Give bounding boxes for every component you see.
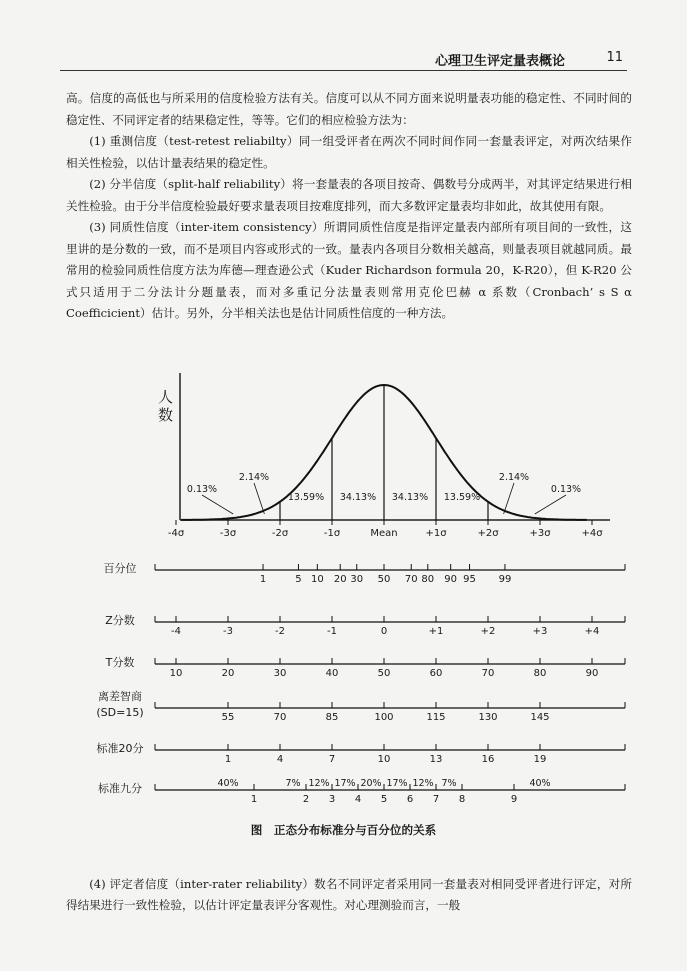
scale-row: [104, 561, 626, 585]
scale-tick-label: 2: [302, 794, 310, 805]
scale-tick-label: 60: [429, 668, 443, 679]
area-pointer: [535, 495, 566, 514]
scales-layer: [96, 561, 625, 805]
sigma-label: Mean: [370, 528, 398, 539]
scale-tick-label: 90: [444, 574, 458, 585]
stanine-percent-label: 12%: [308, 778, 330, 789]
scale-row: [98, 778, 625, 805]
sigma-label: +3σ: [529, 528, 551, 539]
scale-tick-label: 20: [333, 574, 347, 585]
scale-tick-label: 30: [273, 668, 287, 679]
scale-row: [105, 613, 625, 637]
scale-tick-label: 80: [533, 668, 547, 679]
figure-caption: 图 正态分布标准分与百分位的关系: [250, 823, 437, 837]
scale-tick-label: +4: [584, 626, 600, 637]
scale-tick-label: 145: [530, 712, 550, 723]
normal-distribution-figure: [0, 370, 687, 840]
scale-tick-label: 10: [377, 754, 391, 765]
scale-tick-label: 95: [463, 574, 476, 585]
scale-tick-label: -1: [327, 626, 337, 637]
scale-name: 标准20分: [96, 742, 144, 755]
scale-name: 离差智商: [98, 690, 142, 703]
scale-tick-label: 70: [404, 574, 418, 585]
scale-tick-label: 6: [406, 794, 414, 805]
scale-tick-label: 1: [250, 794, 258, 805]
area-percent-label: 13.59%: [443, 492, 481, 503]
stanine-percent-label: 40%: [529, 778, 551, 789]
area-percent-label: 0.13%: [550, 484, 582, 495]
scale-tick-label: 70: [273, 712, 287, 723]
body-text-bottom: [66, 862, 632, 928]
paragraph: (1) 重测信度（test-retest reliabilty）同一组受评者在两次不同时间作同一套量表评定，对两次结果作相关性检验，以估计量表结果的稳定性。: [66, 134, 632, 170]
scale-name-sub: (SD=15): [96, 706, 144, 719]
scale-tick-label: 1: [259, 574, 267, 585]
stanine-percent-label: 7%: [285, 778, 301, 789]
stanine-percent-label: 17%: [386, 778, 408, 789]
scale-tick-label: -4: [171, 626, 181, 637]
scale-tick-label: 130: [478, 712, 498, 723]
scale-tick-label: 99: [498, 574, 512, 585]
body-text: [66, 88, 632, 325]
page-header: [60, 44, 627, 71]
area-pointer: [254, 483, 264, 514]
scale-tick-label: -3: [223, 626, 233, 637]
scale-tick-label: 30: [350, 574, 364, 585]
scale-tick-label: 1: [224, 754, 232, 765]
scale-tick-label: 70: [481, 668, 495, 679]
sigma-label: +1σ: [425, 528, 447, 539]
scale-tick-label: 50: [377, 668, 391, 679]
scale-name: 标准九分: [98, 782, 142, 795]
scale-tick-label: 4: [354, 794, 362, 805]
scale-row: [97, 741, 626, 765]
paragraph: (3) 同质性信度（inter-item consistency）所谓同质性信度是指评定量表内部所有项目间的一致性，这里讲的是分数的一致，而不是项目内容或形式的一致。量表内各项目分数相关越高，则量表项目就越同质。最常用的检验同质性信度方法为库德—理查逊公式（Kuder Richardson formula 20，K-R20），但 K-R20 公式只适用于二分法计分题量表，而对多重记分法量表则常用克伦巴赫 α 系数（Cronbach’ s S α Coefficicient）估计。另外，分半相关法也是估计同质性信度的一种方法。: [66, 220, 632, 320]
sigma-label: -4σ: [167, 528, 185, 539]
stanine-percent-label: 20%: [360, 778, 382, 789]
paragraph: 高。信度的高低也与所采用的信度检验方法有关。信度可以从不同方面来说明量表功能的稳定性、不同时间的稳定性、不同评定者的结果稳定性，等等。它们的相应检验方法为：: [66, 91, 632, 127]
scale-tick-label: 3: [328, 794, 336, 805]
scale-tick-label: 80: [421, 574, 435, 585]
paragraph: (2) 分半信度（split-half reliability）将一套量表的各项目按奇、偶数号分成两半，对其评定结果进行相关性检验。由于分半信度检验最好要求量表项目按难度排列，而大多数评定量表均非如此，故其使用有限。: [66, 177, 632, 213]
scale-tick-label: +3: [532, 626, 548, 637]
scale-name: T分数: [105, 656, 135, 669]
y-axis-label-2: 数: [158, 406, 174, 424]
sigma-label: -3σ: [219, 528, 237, 539]
scale-tick-label: 100: [374, 712, 394, 723]
sigma-label: -1σ: [323, 528, 341, 539]
scale-tick-label: 5: [380, 794, 388, 805]
scale-tick-label: 85: [325, 712, 339, 723]
scale-tick-label: 7: [328, 754, 336, 765]
scale-tick-label: 20: [221, 668, 235, 679]
area-percent-label: 34.13%: [339, 492, 377, 503]
figure-svg: [0, 370, 687, 840]
sigma-label: +2σ: [477, 528, 499, 539]
scale-row: [96, 689, 625, 723]
page-number: 11: [606, 50, 623, 65]
scale-tick-label: 10: [169, 668, 183, 679]
area-percent-label: 2.14%: [238, 472, 270, 483]
curve-layer: [168, 385, 603, 539]
scale-tick-label: 55: [221, 712, 235, 723]
scale-tick-label: 16: [481, 754, 495, 765]
scale-tick-label: 90: [585, 668, 599, 679]
scale-tick-label: 7: [432, 794, 440, 805]
scale-tick-label: 10: [310, 574, 324, 585]
scale-tick-label: 13: [429, 754, 443, 765]
scale-name: 百分位: [103, 562, 137, 575]
scale-tick-label: 115: [426, 712, 446, 723]
area-percent-label: 2.14%: [498, 472, 530, 483]
scale-name: Z分数: [105, 614, 135, 627]
scale-row: [105, 655, 625, 679]
scale-tick-label: 19: [533, 754, 547, 765]
scale-tick-label: 40: [325, 668, 339, 679]
y-axis-label-1: 人: [158, 388, 174, 406]
area-percent-label: 13.59%: [287, 492, 325, 503]
sigma-label: -2σ: [271, 528, 289, 539]
scale-tick-label: +1: [428, 626, 444, 637]
scale-tick-label: 0: [380, 626, 388, 637]
scale-tick-label: 5: [295, 574, 302, 585]
scale-tick-label: 4: [276, 754, 284, 765]
area-pointer: [202, 495, 233, 514]
scale-tick-label: -2: [275, 626, 285, 637]
scale-tick-label: 50: [377, 574, 391, 585]
scale-tick-label: 8: [458, 794, 466, 805]
paragraph: (4) 评定者信度（inter-rater reliability）数名不同评定者采用同一套量表对相同受评者进行评定，对所得结果进行一致性检验，以估计评定量表评分客观性。对心理测验而言，一般: [66, 876, 632, 913]
stanine-percent-label: 17%: [334, 778, 356, 789]
area-percent-label: 34.13%: [391, 492, 429, 503]
area-percent-label: 0.13%: [186, 484, 218, 495]
running-title: 心理卫生评定量表概论: [434, 54, 565, 69]
stanine-percent-label: 40%: [217, 778, 239, 789]
area-pointer: [504, 483, 514, 514]
scale-tick-label: +2: [480, 626, 496, 637]
sigma-label: +4σ: [581, 528, 603, 539]
stanine-percent-label: 12%: [412, 778, 434, 789]
stanine-percent-label: 7%: [441, 778, 457, 789]
scale-tick-label: 9: [510, 794, 518, 805]
